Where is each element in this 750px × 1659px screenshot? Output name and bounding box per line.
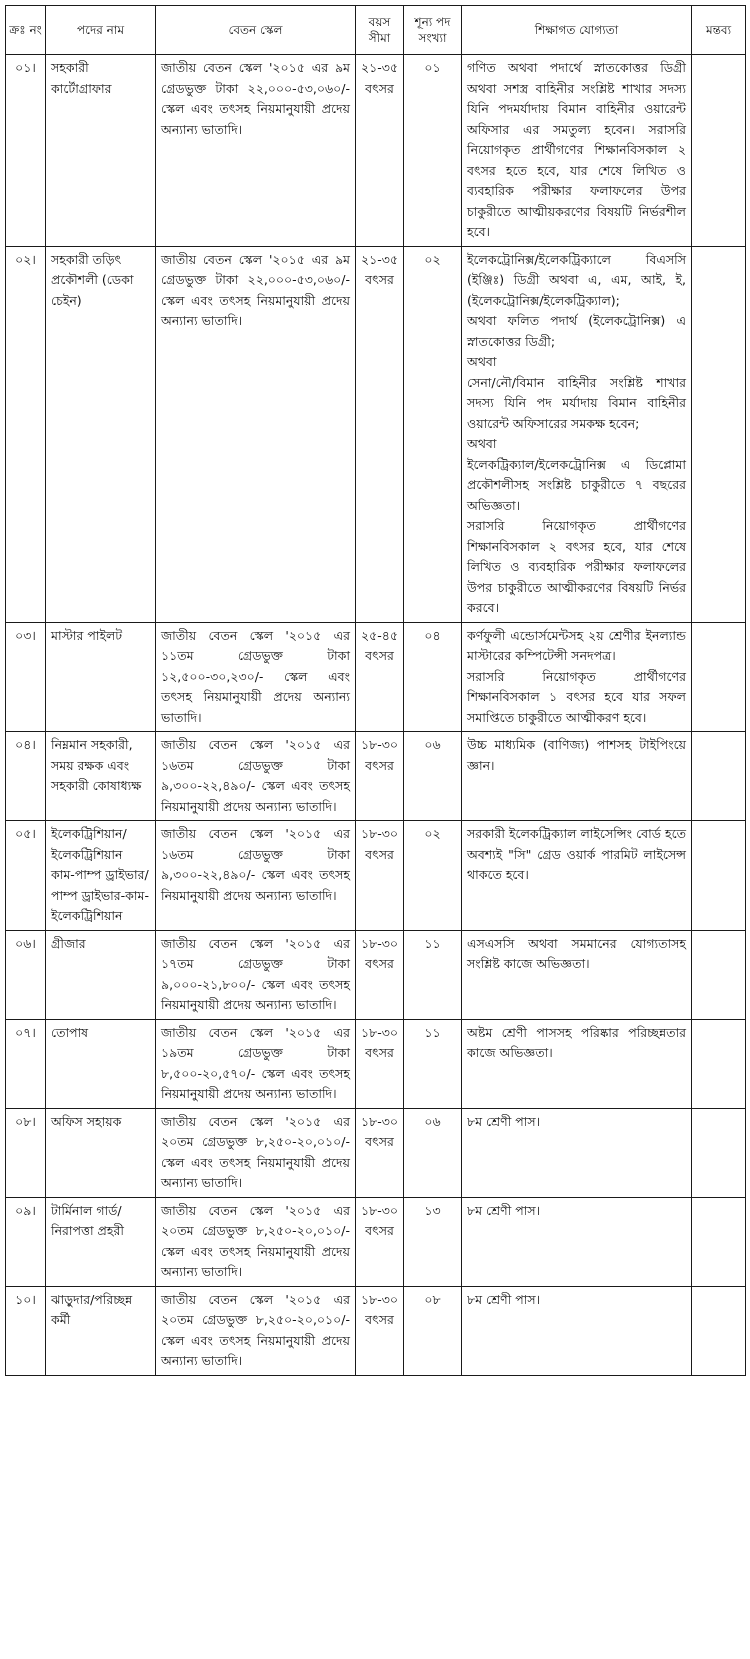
row-remarks bbox=[692, 1019, 746, 1108]
row-serial: ০৭। bbox=[6, 1019, 46, 1108]
row-age-limit: ২৫-৪৫ বৎসর bbox=[356, 622, 404, 732]
row-salary-scale: জাতীয় বেতন স্কেল '২০১৫ এর ২০তম গ্রেডভুক্ত ৮,২৫০-২০,০১০/- স্কেল এবং তৎসহ নিয়মানুযায়ী প্রদেয় অন্যান্য ভাতাদি। bbox=[156, 1286, 356, 1375]
row-education bbox=[462, 246, 692, 622]
row-vacancy-count: ০৮ bbox=[404, 1286, 462, 1375]
row-salary-scale: জাতীয় বেতন স্কেল '২০১৫ এর ১৭তম গ্রেডভুক্ত টাকা ৯,০০০-২১,৮০০/- স্কেল এবং তৎসহ নিয়মানুযায়ী প্রদেয় অন্যান্য ভাতাদি। bbox=[156, 930, 356, 1019]
table-row bbox=[6, 55, 746, 247]
row-serial: ১০। bbox=[6, 1286, 46, 1375]
row-vacancy-count: ০২ bbox=[404, 246, 462, 622]
row-education bbox=[462, 622, 692, 732]
row-post-name: মাস্টার পাইলট bbox=[46, 622, 156, 732]
header-age-limit: বয়স সীমা bbox=[356, 6, 404, 55]
education-paragraph: উচ্চ মাধ্যমিক (বাণিজ্য) পাশসহ টাইপিংয়ে জ্ঞান। bbox=[467, 737, 686, 773]
row-age-limit: ১৮-৩০ বৎসর bbox=[356, 821, 404, 931]
row-vacancy-count: ০৬ bbox=[404, 1108, 462, 1197]
education-paragraph: ৮ম শ্রেণী পাস। bbox=[467, 1291, 541, 1307]
education-paragraph: অথবা bbox=[467, 354, 497, 369]
row-post-name: সহকারী কার্টোগ্রাফার bbox=[46, 55, 156, 247]
row-remarks bbox=[692, 55, 746, 247]
row-education bbox=[462, 1108, 692, 1197]
row-vacancy-count: ১১ bbox=[404, 930, 462, 1019]
row-vacancy-count: ০৬ bbox=[404, 732, 462, 821]
row-serial: ০৩। bbox=[6, 622, 46, 732]
row-salary-scale: জাতীয় বেতন স্কেল '২০১৫ এর ১৬তম গ্রেডভুক্ত টাকা ৯,৩০০-২২,৪৯০/- স্কেল এবং তৎসহ নিয়মানুযায়ী প্রদেয় অন্যান্য ভাতাদি। bbox=[156, 821, 356, 931]
row-age-limit: ১৮-৩০ বৎসর bbox=[356, 1286, 404, 1375]
row-serial: ০৬। bbox=[6, 930, 46, 1019]
header-post-name: পদের নাম bbox=[46, 6, 156, 55]
row-vacancy-count: ১১ bbox=[404, 1019, 462, 1108]
row-serial: ০৪। bbox=[6, 732, 46, 821]
table-row bbox=[6, 1286, 746, 1375]
education-paragraph: সরাসরি নিয়োগকৃত প্রার্থীগণের শিক্ষানবিসকাল ২ বৎসর হবে, যার শেষে লিখিত ও ব্যবহারিক পরীক্ষার ফলাফলের উপর চাকুরীতে আত্মীকরণের বিষয়টি নির্ভর করবে। bbox=[467, 518, 686, 615]
row-remarks bbox=[692, 930, 746, 1019]
table-row bbox=[6, 930, 746, 1019]
row-serial: ০২। bbox=[6, 246, 46, 622]
row-salary-scale: জাতীয় বেতন স্কেল '২০১৫ এর ১৬তম গ্রেডভুক্ত টাকা ৯,৩০০-২২,৪৯০/- স্কেল এবং তৎসহ নিয়মানুযায়ী প্রদেয় অন্যান্য ভাতাদি। bbox=[156, 732, 356, 821]
table-row bbox=[6, 622, 746, 732]
row-post-name: সহকারী তড়িৎ প্রকৌশলী (ডেকা চেইন) bbox=[46, 246, 156, 622]
education-paragraph: এসএসসি অথবা সমমানের যোগ্যতাসহ সংশ্লিষ্ট কাজে অভিজ্ঞতা। bbox=[467, 935, 686, 971]
education-paragraph: কর্ণফুলী এন্ডোর্সমেন্টসহ ২য় শ্রেণীর ইনল্যান্ড মাস্টারের কম্পিটেন্সী সনদপত্র। bbox=[467, 627, 686, 663]
table-row bbox=[6, 1019, 746, 1108]
education-paragraph: ৮ম শ্রেণী পাস। bbox=[467, 1202, 541, 1218]
row-remarks bbox=[692, 821, 746, 931]
table-row bbox=[6, 821, 746, 931]
header-remarks: মন্তব্য bbox=[692, 6, 746, 55]
table-row bbox=[6, 1108, 746, 1197]
education-paragraph: অথবা ফলিত পদার্থ (ইলেকট্রোনিক্স) এ স্নাতকোত্তর ডিগ্রী; bbox=[467, 313, 686, 349]
row-education bbox=[462, 930, 692, 1019]
education-paragraph: ইলেকট্রোনিক্স/ইলেকট্রিক্যালে বিএসসি (ইঞ্জিঃ) ডিগ্রী অথবা এ, এম, আই, ই, (ইলেকট্রোনিক্স/ইলেকট্রিক্যাল); bbox=[467, 251, 686, 308]
header-education: শিক্ষাগত যোগ্যতা bbox=[462, 6, 692, 55]
row-remarks bbox=[692, 732, 746, 821]
row-age-limit: ১৮-৩০ বৎসর bbox=[356, 930, 404, 1019]
education-paragraph: সরকারী ইলেকট্রিক্যাল লাইসেন্সিং বোর্ড হতে অবশ্যই "সি" গ্রেড ওয়ার্ক পারমিট লাইসেন্স থাকতে হবে। bbox=[467, 826, 686, 882]
education-paragraph: অষ্টম শ্রেণী পাসসহ পরিষ্কার পরিচ্ছন্নতার কাজে অভিজ্ঞতা। bbox=[467, 1024, 686, 1060]
education-paragraph: সেনা/নৌ/বিমান বাহিনীর সংশ্লিষ্ট শাখার সদস্য যিনি পদ মর্যাদায় বিমান বাহিনীর ওয়ারেন্ট অফিসারের সমকক্ষ হবেন; bbox=[467, 374, 686, 431]
row-education bbox=[462, 55, 692, 247]
row-serial: ০৯। bbox=[6, 1197, 46, 1286]
row-salary-scale: জাতীয় বেতন স্কেল '২০১৫ এর ১৯তম গ্রেডভুক্ত টাকা ৮,৫০০-২০,৫৭০/- স্কেল এবং তৎসহ নিয়মানুযায়ী প্রদেয় অন্যান্য ভাতাদি। bbox=[156, 1019, 356, 1108]
table-header-row bbox=[6, 6, 746, 55]
row-post-name: গ্রীজার bbox=[46, 930, 156, 1019]
header-serial: ক্রঃ নং bbox=[6, 6, 46, 55]
row-serial: ০৮। bbox=[6, 1108, 46, 1197]
row-remarks bbox=[692, 1108, 746, 1197]
row-serial: ০৫। bbox=[6, 821, 46, 931]
row-post-name: ইলেকট্রিশিয়ান/ ইলেকট্রিশিয়ান কাম-পাম্প ড্রাইভার/পাম্প ড্রাইভার-কাম- ইলেকট্রিশিয়ান bbox=[46, 821, 156, 931]
row-remarks bbox=[692, 246, 746, 622]
education-paragraph: সরাসরি নিয়োগকৃত প্রার্থীগণের শিক্ষানবিসকাল ১ বৎসর হবে যার সফল সমাপ্তিতে চাকুরীতে আত্মীকরণ হবে। bbox=[467, 668, 686, 725]
row-education bbox=[462, 1286, 692, 1375]
header-vacancy-count: শূন্য পদ সংখ্যা bbox=[404, 6, 462, 55]
row-post-name: ঝাড়ুদার/পরিচ্ছন্ন কর্মী bbox=[46, 1286, 156, 1375]
header-salary-scale: বেতন স্কেল bbox=[156, 6, 356, 55]
row-salary-scale: জাতীয় বেতন স্কেল '২০১৫ এর ২০তম গ্রেডভুক্ত ৮,২৫০-২০,০১০/- স্কেল এবং তৎসহ নিয়মানুযায়ী প্রদেয় অন্যান্য ভাতাদি। bbox=[156, 1108, 356, 1197]
row-salary-scale: জাতীয় বেতন স্কেল '২০১৫ এর ২০তম গ্রেডভুক্ত ৮,২৫০-২০,০১০/- স্কেল এবং তৎসহ নিয়মানুযায়ী প্রদেয় অন্যান্য ভাতাদি। bbox=[156, 1197, 356, 1286]
row-education bbox=[462, 732, 692, 821]
table-row bbox=[6, 1197, 746, 1286]
row-salary-scale: জাতীয় বেতন স্কেল '২০১৫ এর ১১তম গ্রেডভুক্ত টাকা ১২,৫০০-৩০,২৩০/- স্কেল এবং তৎসহ নিয়মানুযায়ী প্রদেয় অন্যান্য ভাতাদি। bbox=[156, 622, 356, 732]
job-vacancy-table bbox=[5, 5, 746, 1376]
row-vacancy-count: ০১ bbox=[404, 55, 462, 247]
row-post-name: নিম্নমান সহকারী, সময় রক্ষক এবং সহকারী কোষাধ্যক্ষ bbox=[46, 732, 156, 821]
row-age-limit: ২১-৩৫ বৎসর bbox=[356, 55, 404, 247]
row-vacancy-count: ১৩ bbox=[404, 1197, 462, 1286]
row-post-name: অফিস সহায়ক bbox=[46, 1108, 156, 1197]
row-vacancy-count: ০২ bbox=[404, 821, 462, 931]
row-post-name: তোপাষ bbox=[46, 1019, 156, 1108]
education-paragraph: গণিত অথবা পদার্থে স্নাতকোত্তর ডিগ্রী অথবা সশস্ত্র বাহিনীর সংশ্লিষ্ট শাখার সদস্য যিনি পদমর্যাদায় বিমান বাহিনীর ওয়ারেন্ট অফিসার এর সমতুল্য হবেন। সরাসরি নিয়োগকৃত প্রার্থীগণের শিক্ষানবিসকাল ২ বৎসর হতে হবে, যার শেষে লিখিত ও ব্যবহারিক পরীক্ষার ফলাফলের উপর চাকুরীতে আত্মীয়করণের বিষয়টি নির্ভরশীল হবে। bbox=[467, 60, 686, 239]
row-education bbox=[462, 821, 692, 931]
row-education bbox=[462, 1019, 692, 1108]
row-remarks bbox=[692, 1286, 746, 1375]
education-paragraph: ইলেকট্রিক্যাল/ইলেকট্রোনিক্স এ ডিপ্লোমা প্রকৌশলীসহ সংশ্লিষ্ট চাকুরীতে ৭ বছরের অভিজ্ঞতা। bbox=[467, 456, 686, 513]
row-remarks bbox=[692, 1197, 746, 1286]
row-remarks bbox=[692, 622, 746, 732]
row-age-limit: ১৮-৩০ বৎসর bbox=[356, 732, 404, 821]
row-salary-scale: জাতীয় বেতন স্কেল '২০১৫ এর ৯ম গ্রেডভুক্ত টাকা ২২,০০০-৫৩,০৬০/- স্কেল এবং তৎসহ নিয়মানুযায়ী প্রদেয় অন্যান্য ভাতাদি। bbox=[156, 55, 356, 247]
education-paragraph: ৮ম শ্রেণী পাস। bbox=[467, 1113, 541, 1129]
table-row bbox=[6, 732, 746, 821]
education-paragraph: অথবা bbox=[467, 436, 497, 451]
row-serial: ০১। bbox=[6, 55, 46, 247]
row-vacancy-count: ০৪ bbox=[404, 622, 462, 732]
row-education bbox=[462, 1197, 692, 1286]
row-post-name: টার্মিনাল গার্ড/ নিরাপত্তা প্রহরী bbox=[46, 1197, 156, 1286]
table-body bbox=[6, 55, 746, 1376]
row-age-limit: ১৮-৩০ বৎসর bbox=[356, 1197, 404, 1286]
row-salary-scale: জাতীয় বেতন স্কেল '২০১৫ এর ৯ম গ্রেডভুক্ত টাকা ২২,০০০-৫৩,০৬০/- স্কেল এবং তৎসহ নিয়মানুযায়ী প্রদেয় অন্যান্য ভাতাদি। bbox=[156, 246, 356, 622]
table-row bbox=[6, 246, 746, 622]
row-age-limit: ১৮-৩০ বৎসর bbox=[356, 1019, 404, 1108]
row-age-limit: ২১-৩৫ বৎসর bbox=[356, 246, 404, 622]
row-age-limit: ১৮-৩০ বৎসর bbox=[356, 1108, 404, 1197]
